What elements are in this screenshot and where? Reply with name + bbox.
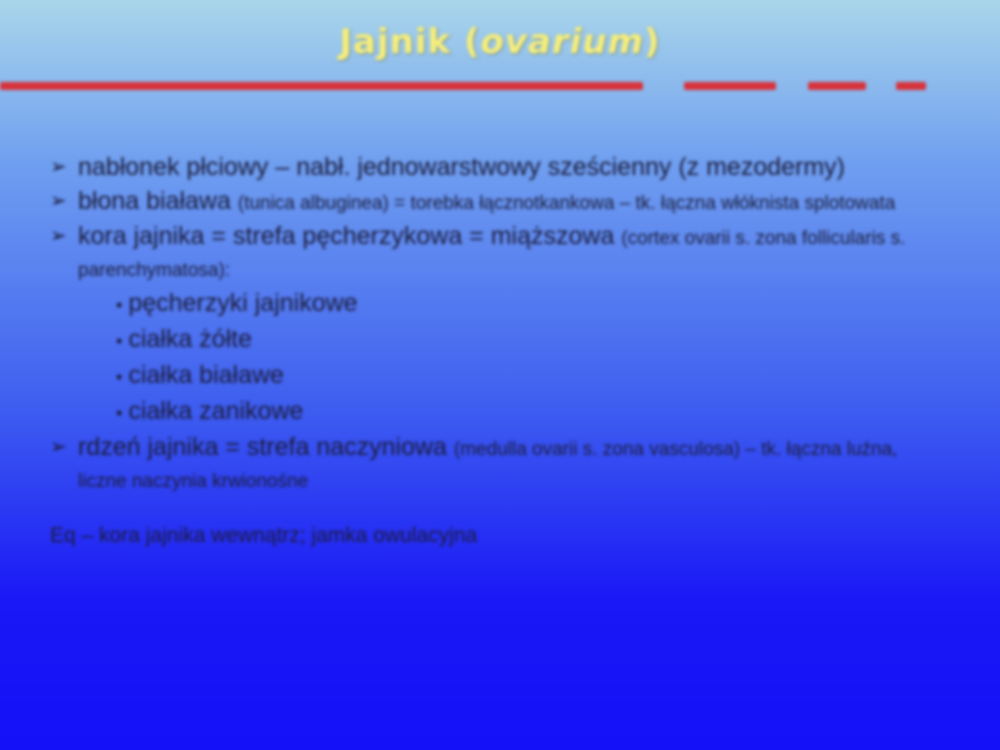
slide-note: Eq – kora jajnika wewnątrz; jamka owulacyjna [50,524,478,547]
arrow-bullet-icon: ➢ [50,156,67,178]
title-rule-segment [896,82,926,90]
list-item-small-text: (tunica albuginea) = torebka łącznotkankowa – tk. łączna włóknista splotowata [237,193,896,214]
dot-bullet-icon: • [116,403,123,423]
arrow-bullet-icon: ➢ [50,190,67,212]
sub-list-item [50,324,950,357]
list-item-small-text: (medulla ovarii s. zona vasculosa) – tk. łączna luźna, liczne naczynia krwionośne [78,439,898,492]
list-item [50,186,950,218]
list-item-text: błona biaława [78,187,238,215]
title-rule-segment [684,82,776,90]
list-item-text: nabłonek płciowy – nabł. jednowarstwowy sześcienny (z mezodermy) [78,153,846,181]
list-item-small-text: (cortex ovarii s. zona follicularis s. parenchymatosa): [78,228,906,281]
sub-list-item [50,360,950,393]
dot-bullet-icon: • [116,295,123,315]
list-item-text: rdzeń jajnika = strefa naczyniowa [78,433,454,461]
list-item [50,432,950,496]
dot-bullet-icon: • [116,331,123,351]
title-italic: ovarium [480,22,645,62]
list-item-text: kora jajnika = strefa pęcherzykowa = miąższowa [78,222,622,250]
arrow-bullet-icon: ➢ [50,436,67,458]
list-item [50,221,950,285]
sub-list-item-text: ciałka białawe [128,361,284,389]
sub-list-item-text: pęcherzyki jajnikowe [128,289,358,317]
title-rule-segment [0,82,643,90]
dot-bullet-icon: • [116,367,123,387]
title-text: Jajnik ( [339,22,481,62]
slide-title [0,22,1000,62]
sub-list-item [50,396,950,429]
sub-list-item-text: ciałka zanikowe [128,397,304,425]
sub-list-item-text: ciałka żółte [128,325,252,353]
title-rule-segment [808,82,866,90]
arrow-bullet-icon: ➢ [50,225,67,247]
slide-content [50,152,950,551]
sub-list-item [50,288,950,321]
title-end: ) [644,22,661,62]
list-item [50,152,950,183]
